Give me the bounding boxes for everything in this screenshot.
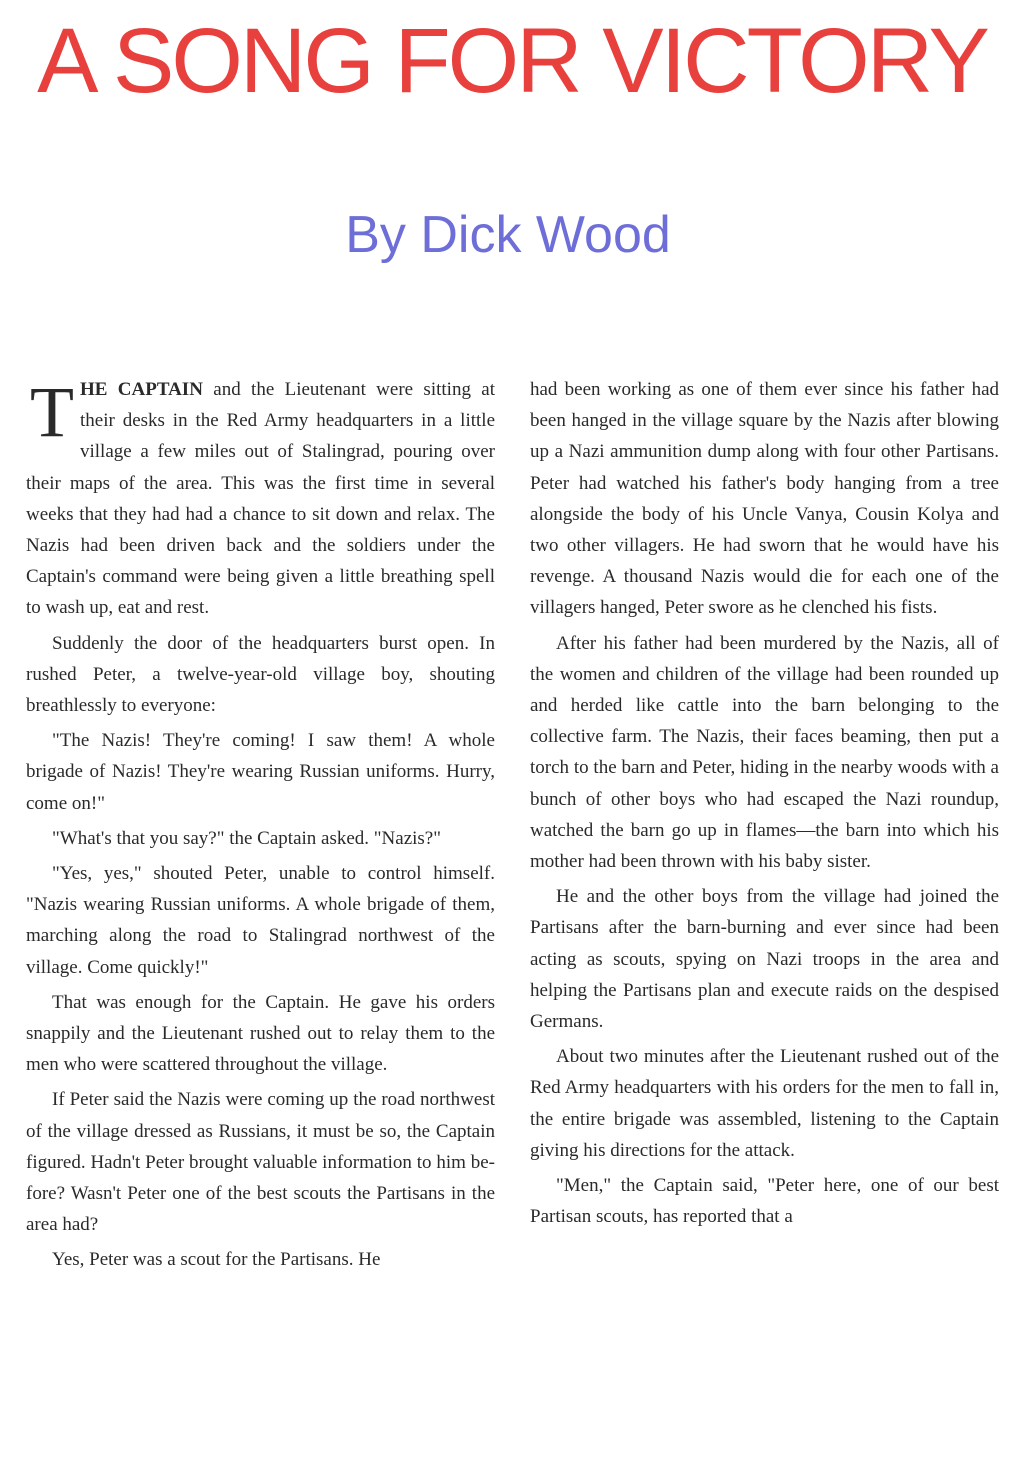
paragraph-9: had been working as one of them ever since his father had been hanged in the village square by the Nazis after blowing up a Nazi ammunition dump along with four other Partisans. Peter had watched his father's body hanging from a tree alongside the body of his Uncle Vanya, Cousin Kolya and two other villagers. He had sworn that he would have his revenge. A thousand Nazis would die for each one of the villagers hanged, Peter swore as he clenched his fists. <box>530 379 999 619</box>
paragraph-1 <box>26 374 495 624</box>
story-title: A SONG FOR VICTORY <box>37 10 987 112</box>
paragraph-13: "Men," the Captain said, "Peter here, one of our best Partisan scouts, has reported that a <box>530 1175 999 1228</box>
lead-in: HE CAPTAIN <box>79 379 203 400</box>
paragraph-7: If Peter said the Nazis were coming up the road northwest of the village dressed as Russians, it must be so, the Captain figured. Hadn't Peter brought valuable information to him before? Wasn't Peter one of the best scouts the Partisans in the area had? <box>26 1089 495 1236</box>
right-column <box>530 374 999 1236</box>
author-byline: By Dick Wood <box>345 206 671 264</box>
paragraph-12: About two minutes after the Lieutenant rushed out of the Red Army headquarters with his orders for the men to fall in, the entire brigade was assembled, listening to the Captain giving his directions for the attack. <box>530 1046 999 1161</box>
paragraph-8: Yes, Peter was a scout for the Partisans. He <box>52 1249 381 1271</box>
paragraph-1-text: and the Lieutenant were sitting at their desks in the Red Army headquarters in a little village a few miles out of Stalingrad, pouring over their maps of the area. This was the first time in several weeks that they had had a chance to sit down and relax. The Nazis had been driven back and the soldiers under the Captain's command were being given a little breathing spell to wash up, eat and rest. <box>26 379 495 619</box>
drop-cap: T <box>30 372 74 452</box>
paragraph-4: "What's that you say?" the Captain asked. "Nazis?" <box>52 827 441 849</box>
left-column <box>26 374 495 1280</box>
paragraph-5: "Yes, yes," shouted Peter, unable to control himself. "Nazis wearing Russian uniforms. A whole brigade of them, marching along the road to Stalingrad northwest of the village. Come quickly!" <box>26 863 495 978</box>
paragraph-6: That was enough for the Captain. He gave his orders snappily and the Lieutenant rushed out to relay them to the men who were scattered throughout the village. <box>26 991 495 1076</box>
paragraph-3: "The Nazis! They're coming! I saw them! A whole brigade of Nazis! They're wearing Russian uniforms. Hurry, come on!" <box>26 730 495 814</box>
paragraph-11: He and the other boys from the village had joined the Partisans after the barn-burning and ever since had been acting as scouts, spying on Nazi troops in the area and helping the Partisans plan and execute raids on the despised Germans. <box>530 886 999 1033</box>
paragraph-10: After his father had been murdered by the Nazis, all of the women and children of the village had been rounded up and herded like cattle into the barn belonging to the collective farm. The Nazis, their faces beaming, then put a torch to the barn and Peter, hiding in the nearby woods with a bunch of other boys who had escaped the Nazi roundup, watched the barn go up in flames—the barn into which his mother had been thrown with his baby sister. <box>530 632 999 873</box>
paragraph-2: Suddenly the door of the headquarters burst open. In rushed Peter, a twelve-year-old village boy, shouting breathlessly to everyone: <box>26 632 495 717</box>
